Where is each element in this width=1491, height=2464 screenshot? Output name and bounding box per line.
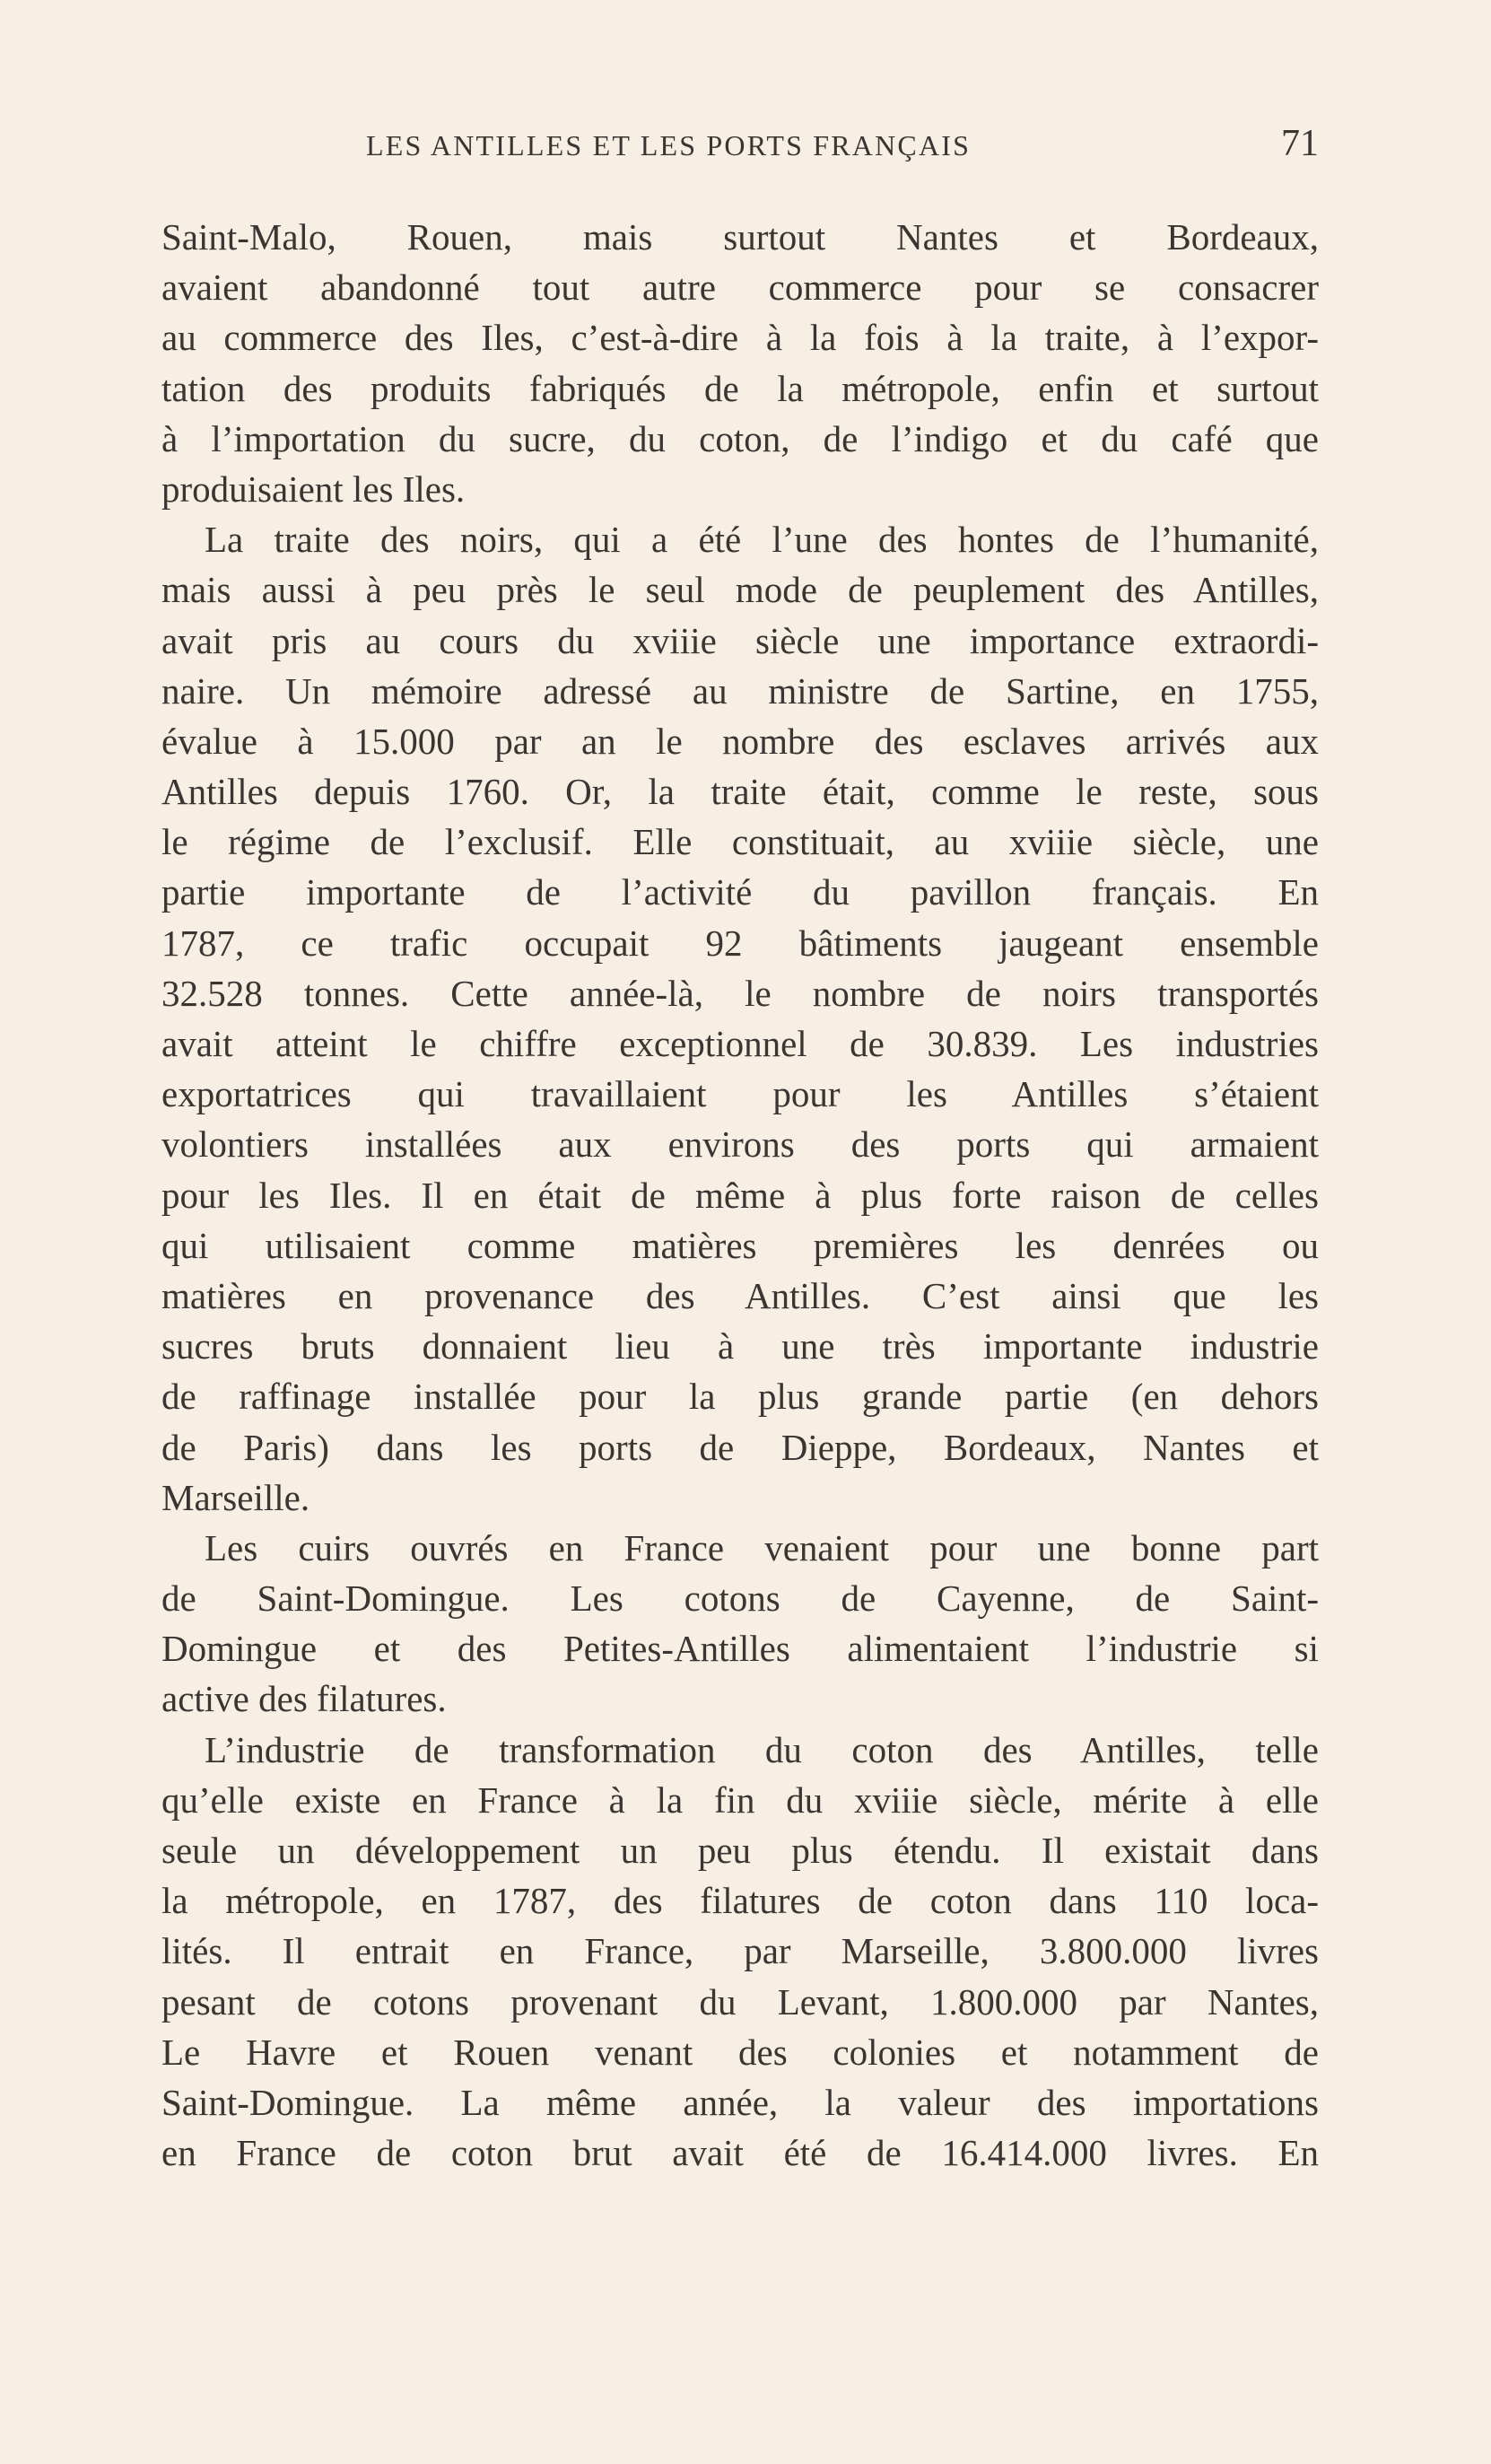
- text-line: La traite des noirs, qui a été l’une des hontes de l’humanité,: [205, 519, 1319, 561]
- text-line: 1787, ce trafic occupait 92 bâtiments jaugeant ensemble: [161, 922, 1319, 964]
- page-number: 71: [1281, 123, 1319, 164]
- text-line: Antilles depuis 1760. Or, la traite était, comme le reste, sous: [161, 771, 1319, 813]
- body-text: [161, 212, 1319, 2178]
- text-line: avaient abandonné tout autre commerce pour se consacrer: [161, 266, 1319, 309]
- text-line: active des filatures.: [161, 1678, 447, 1720]
- text-line: avait pris au cours du xviiie siècle une importance extraordi-: [161, 619, 1319, 661]
- text-line: L’industrie de transformation du coton des Antilles, telle: [205, 1728, 1319, 1770]
- text-line: seule un développement un peu plus étendu. Il existait dans: [161, 1830, 1319, 1871]
- text-line: qui utilisaient comme matières premières les denrées ou: [161, 1224, 1319, 1266]
- text-line: tation des produits fabriqués de la métropole, enfin et surtout: [161, 367, 1319, 409]
- text-line: volontiers installées aux environs des ports qui armaient: [161, 1123, 1319, 1166]
- text-line: au commerce des Iles, c’est-à-dire à la fois à la traite, à l’expor-: [161, 317, 1319, 359]
- text-line: naire. Un mémoire adressé au ministre de Sartine, en 1755,: [161, 669, 1319, 712]
- text-line: de Saint-Domingue. Les cotons de Cayenne, de Saint-: [161, 1577, 1319, 1620]
- text-line: évalue à 15.000 par an le nombre des esclaves arrivés aux: [161, 720, 1319, 762]
- text-line: matières en provenance des Antilles. C’est ainsi que les: [161, 1274, 1319, 1316]
- text-line: lités. Il entrait en France, par Marseille, 3.800.000 livres: [161, 1930, 1319, 1972]
- running-title: LES ANTILLES ET LES PORTS FRANÇAIS: [366, 129, 972, 162]
- text-line: en France de coton brut avait été de 16.414.000 livres. En: [161, 2132, 1319, 2174]
- text-line: mais aussi à peu près le seul mode de peuplement des Antilles,: [161, 569, 1319, 611]
- text-line: 32.528 tonnes. Cette année-là, le nombre de noirs transportés: [161, 972, 1319, 1014]
- running-head: [161, 124, 1319, 178]
- text-line: partie importante de l’activité du pavillon français. En: [161, 871, 1319, 913]
- text-line: Marseille.: [161, 1476, 310, 1518]
- text-line: le régime de l’exclusif. Elle constituait, au xviiie siècle, une: [161, 821, 1319, 863]
- text-line: Le Havre et Rouen venant des colonies et notamment de: [161, 2031, 1319, 2073]
- text-line: Domingue et des Petites-Antilles alimentaient l’industrie si: [161, 1628, 1319, 1670]
- text-line: qu’elle existe en France à la fin du xviiie siècle, mérite à elle: [161, 1778, 1319, 1821]
- text-line: produisaient les Iles.: [161, 467, 466, 510]
- text-line: exportatrices qui travaillaient pour les Antilles s’étaient: [161, 1073, 1319, 1115]
- text-line: à l’importation du sucre, du coton, de l’indigo et du café que: [161, 417, 1319, 459]
- text-line: pesant de cotons provenant du Levant, 1.800.000 par Nantes,: [161, 1980, 1319, 2023]
- text-line: Saint-Malo, Rouen, mais surtout Nantes et Bordeaux,: [161, 216, 1319, 258]
- text-line: sucres bruts donnaient lieu à une très importante industrie: [161, 1325, 1319, 1367]
- text-line: Les cuirs ouvrés en France venaient pour une bonne part: [205, 1526, 1319, 1568]
- text-line: Saint-Domingue. La même année, la valeur des importations: [161, 2081, 1319, 2123]
- text-line: avait atteint le chiffre exceptionnel de 30.839. Les industries: [161, 1023, 1319, 1064]
- text-line: la métropole, en 1787, des filatures de coton dans 110 loca-: [161, 1880, 1319, 1922]
- text-line: de raffinage installée pour la plus grande partie (en dehors: [161, 1376, 1319, 1418]
- text-line: pour les Iles. Il en était de même à plus forte raison de celles: [161, 1174, 1319, 1216]
- text-line: de Paris) dans les ports de Dieppe, Bordeaux, Nantes et: [161, 1426, 1319, 1468]
